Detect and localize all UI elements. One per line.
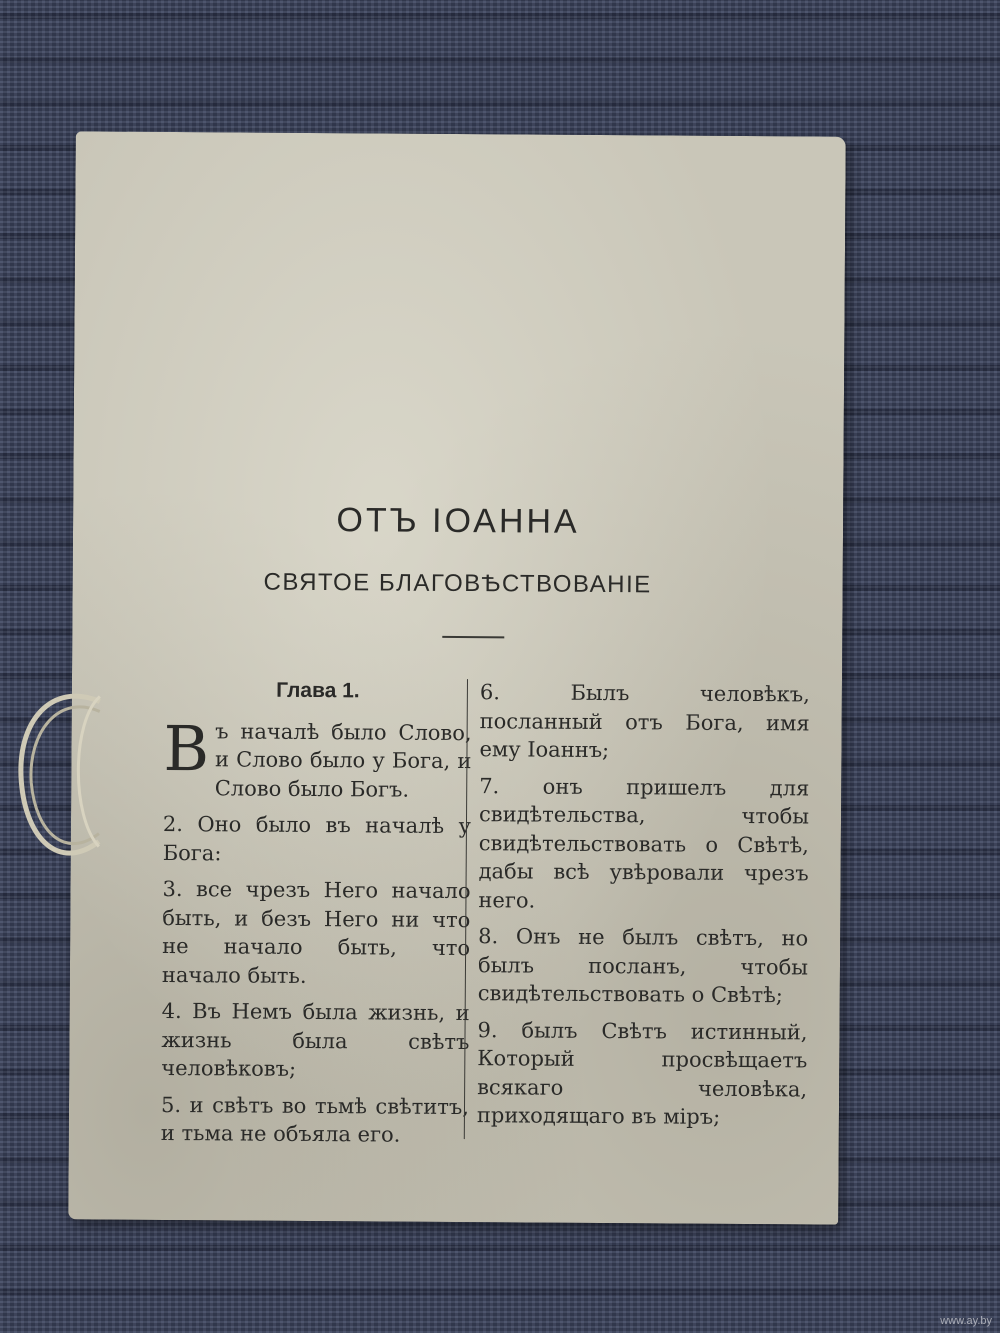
verse-7: 7. онъ пришелъ для свидѣтельства, чтобы свидѣтельствовать о Свѣтѣ, дабы всѣ увѣровали чрезъ него. bbox=[478, 773, 810, 913]
verse-3: 3. все чрезъ Него начало быть, и безъ Него ни что не начало быть, что начало быть. bbox=[161, 876, 471, 988]
site-watermark: www.ay.by bbox=[940, 1315, 992, 1327]
booklet-page bbox=[68, 131, 846, 1224]
verse-6: 6. Былъ человѣкъ, посланный отъ Бога, имя ему Іоаннъ; bbox=[479, 680, 810, 763]
chapter-heading: Глава 1. bbox=[276, 678, 360, 703]
verse-5: 5. и свѣтъ во тьмѣ свѣтитъ, и тьма не объяла его. bbox=[160, 1092, 470, 1147]
book-subtitle: СВЯТОЕ БЛАГОВѢСТВОВАНІЕ bbox=[263, 568, 652, 599]
right-column bbox=[477, 678, 810, 1140]
drop-cap: В bbox=[163, 711, 210, 785]
binding-twine bbox=[10, 571, 102, 902]
left-column bbox=[161, 676, 472, 1158]
book-title: ОТЪ ІОАННА bbox=[336, 501, 580, 541]
verse-1-text: ъ началѣ было Слово, и Слово было у Бога, и Слово было Богъ. bbox=[214, 718, 472, 802]
title-rule bbox=[442, 636, 504, 638]
verse-2: 2. Оно было въ началѣ у Бога: bbox=[162, 811, 472, 865]
verse-8: 8. Онъ не былъ свѣтъ, но былъ посланъ, чтобы свидѣтельствовать о Свѣтѣ; bbox=[477, 924, 809, 1008]
verse-9: 9. былъ Свѣтъ истинный, Который просвѣщаетъ всякаго человѣка, приходящаго въ міръ; bbox=[476, 1017, 808, 1129]
verse-1 bbox=[163, 711, 472, 804]
verse-4: 4. Въ Немъ была жизнь, и жизнь была свѣтъ человѣковъ; bbox=[161, 998, 470, 1081]
